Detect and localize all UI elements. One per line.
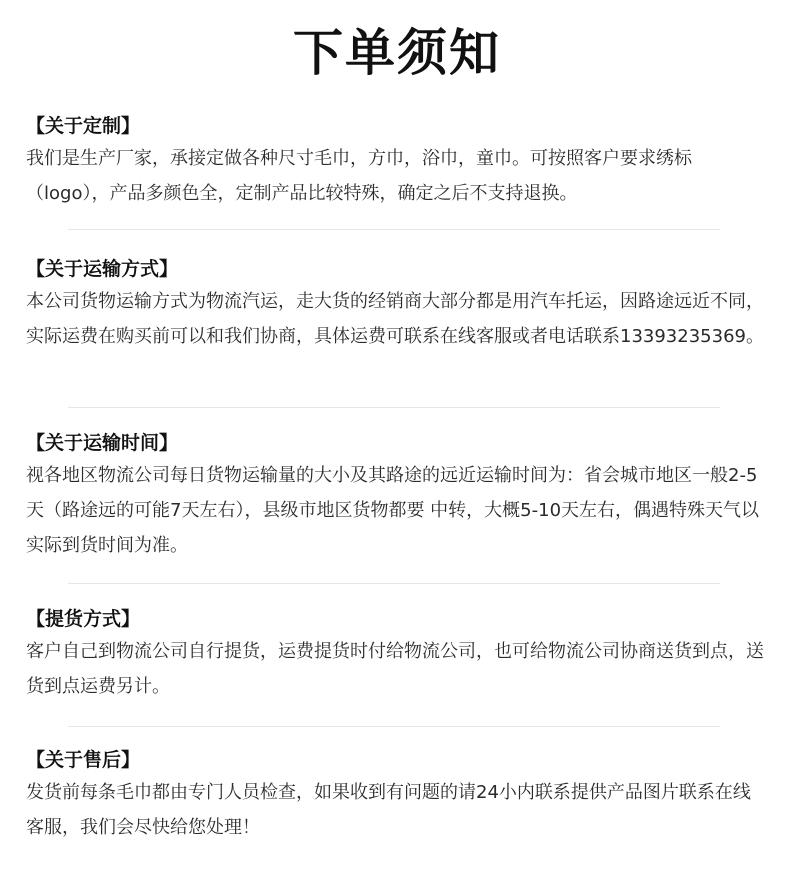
section-heading: 【关于售后】 xyxy=(26,749,141,771)
section-heading: 【关于定制】 xyxy=(26,115,141,137)
section-body: 发货前每条毛巾都由专门人员检查，如果收到有问题的请24小内联系提供产品图片联系在线客服，我们会尽快给您处理！ xyxy=(26,782,751,838)
divider xyxy=(68,229,720,230)
section-pickup-method xyxy=(26,606,768,704)
section-shipping-method xyxy=(26,256,768,354)
section-customization xyxy=(26,113,768,211)
section-heading: 【关于运输时间】 xyxy=(26,432,179,454)
section-body: 客户自己到物流公司自行提货，运费提货时付给物流公司，也可给物流公司协商送货到点，送货到点运费另计。 xyxy=(26,641,764,697)
section-body: 视各地区物流公司每日货物运输量的大小及其路途的远近运输时间为：省会城市地区一般2-5天（路途远的可能7天左右），县级市地区货物都要 中转，大概5-10天左右，偶遇特殊天气以实际到货时间为准。 xyxy=(26,465,760,556)
divider xyxy=(68,726,720,727)
page-title: 下单须知 xyxy=(293,24,501,82)
section-shipping-time xyxy=(26,430,768,563)
section-heading: 【提货方式】 xyxy=(26,608,141,630)
section-body: 我们是生产厂家，承接定做各种尺寸毛巾，方巾，浴巾，童巾。可按照客户要求绣标（logo），产品多颜色全，定制产品比较特殊，确定之后不支持退换。 xyxy=(26,148,692,204)
divider xyxy=(68,407,720,408)
section-after-sales xyxy=(26,747,768,845)
section-body: 本公司货物运输方式为物流汽运，走大货的经销商大部分都是用汽车托运，因路途远近不同，实际运费在购买前可以和我们协商，具体运费可联系在线客服或者电话联系13393235369。 xyxy=(26,291,764,347)
section-heading: 【关于运输方式】 xyxy=(26,258,179,280)
divider xyxy=(68,583,720,584)
